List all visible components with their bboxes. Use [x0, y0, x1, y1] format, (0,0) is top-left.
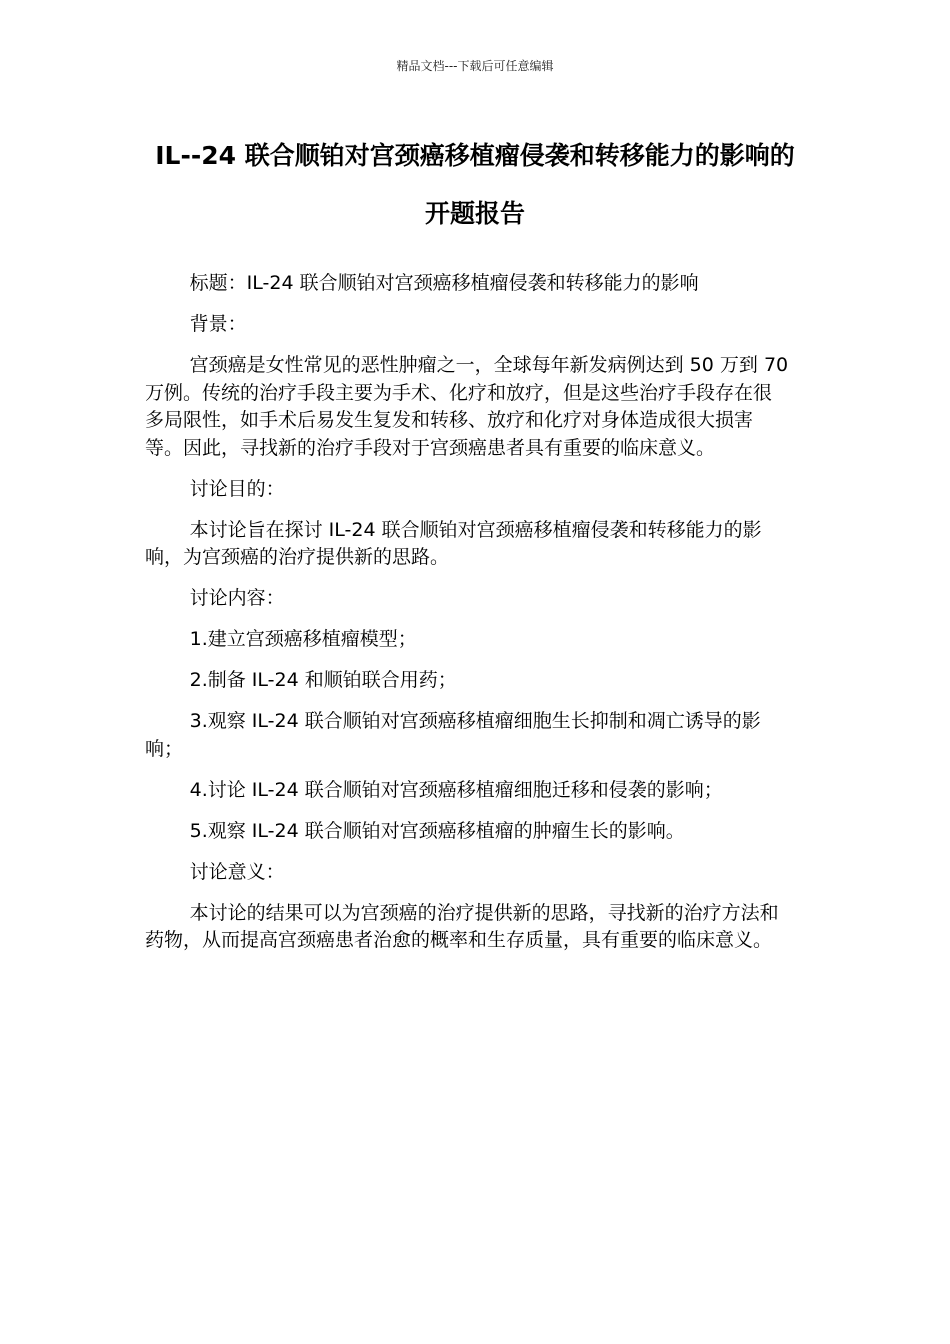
paragraph-purpose: 本讨论旨在探讨 IL-24 联合顺铂对宫颈癌移植瘤侵袭和转移能力的影响，为宫颈癌的治疗提供新的思路。	[145, 518, 762, 568]
content-item: 5.观察 IL-24 联合顺铂对宫颈癌移植瘤的肿瘤生长的影响。	[189, 819, 685, 842]
heading-purpose: 讨论目的：	[189, 477, 285, 500]
content-item: 2.制备 IL-24 和顺铂联合用药；	[189, 669, 457, 691]
content-item: 3.观察 IL-24 联合顺铂对宫颈癌移植瘤细胞生长抑制和凋亡诱导的影响；	[145, 710, 761, 760]
content-item: 4.讨论 IL-24 联合顺铂对宫颈癌移植瘤细胞迁移和侵袭的影响；	[189, 778, 723, 801]
heading-background: 背景：	[189, 313, 247, 335]
paragraph-title-line: 标题：IL-24 联合顺铂对宫颈癌移植瘤侵袭和转移能力的影响	[189, 272, 699, 294]
document-title: IL--24 联合顺铂对宫颈癌移植瘤侵袭和转移能力的影响的开题报告	[155, 141, 795, 228]
heading-significance: 讨论意义：	[189, 860, 285, 883]
paragraph-background: 宫颈癌是女性常见的恶性肿瘤之一，全球每年新发病例达到 50 万到 70 万例。传统的治疗手段主要为手术、化疗和放疗，但是这些治疗手段存在很多局限性，如手术后易发生复发和转移、放疗和化疗对身体造成很大损害等。因此，寻找新的治疗手段对于宫颈癌患者具有重要的临床意义。	[145, 354, 789, 459]
paragraph-significance: 本讨论的结果可以为宫颈癌的治疗提供新的思路，寻找新的治疗方法和药物，从而提高宫颈癌患者治愈的概率和生存质量，具有重要的临床意义。	[145, 901, 779, 951]
heading-content: 讨论内容：	[189, 587, 285, 609]
document-body	[145, 270, 790, 968]
content-item: 1.建立宫颈癌移植瘤模型；	[189, 628, 417, 650]
header-note: 精品文档---下载后可任意编辑	[396, 59, 554, 73]
